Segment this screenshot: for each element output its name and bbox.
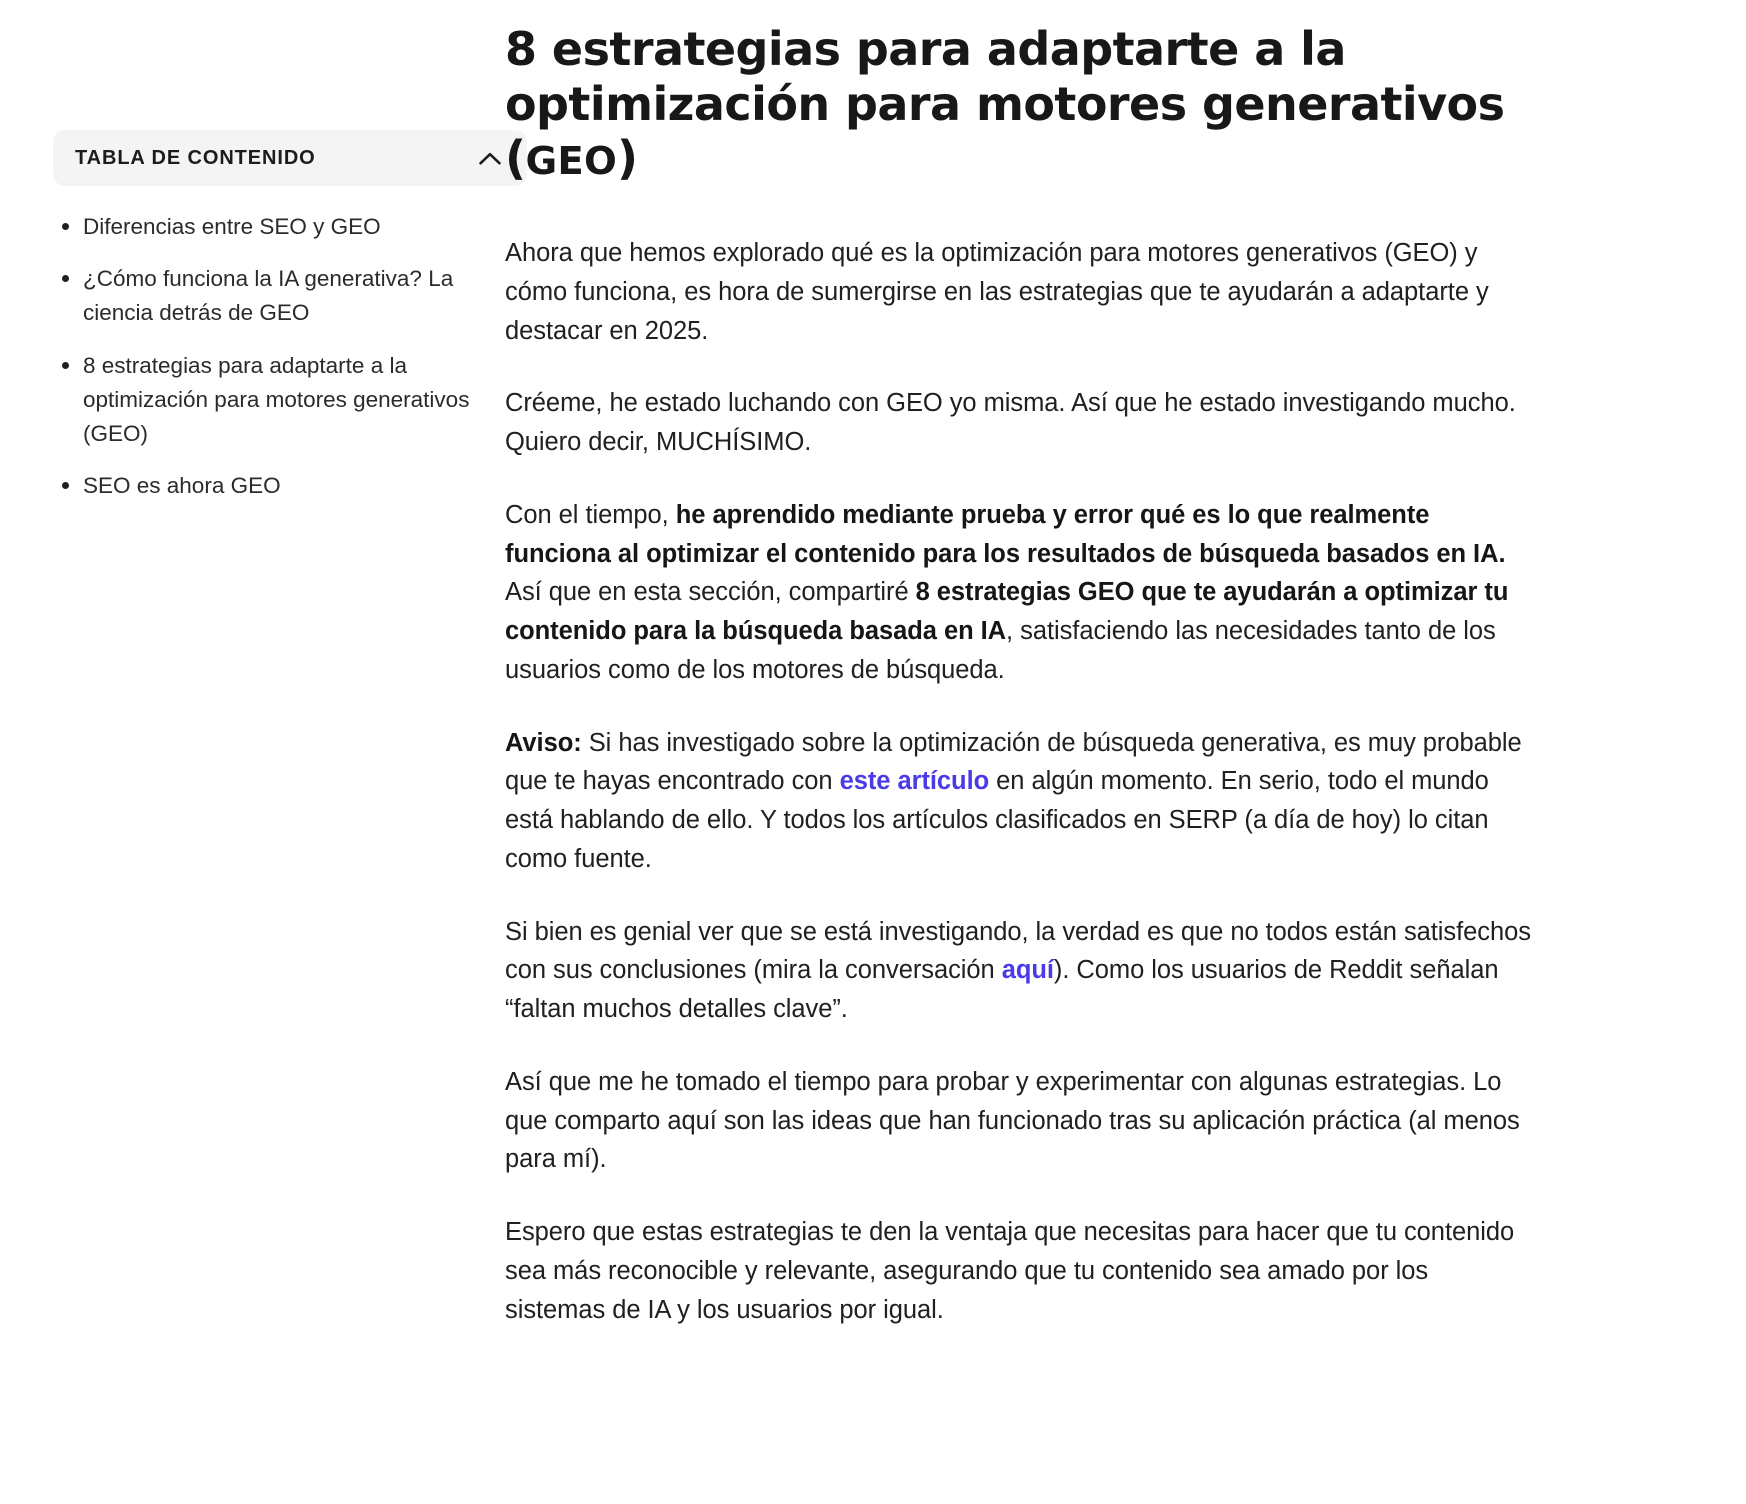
paragraph-bold-segment: 8 estrategias GEO que te ayudarán a optimizar tu contenido para la búsqueda basada en IA bbox=[505, 578, 1509, 646]
aqui-link[interactable]: aquí bbox=[1001, 956, 1054, 985]
paragraph-text: Espero que estas estrategias te den la ventaja que necesitas para hacer que tu contenido sea más reconocible y relevante, asegurando que tu contenido sea amado por los sistemas de IA y los usuarios por igual. bbox=[505, 1218, 1515, 1324]
toc-item-label: SEO es ahora GEO bbox=[83, 473, 281, 499]
article-content bbox=[505, 0, 1746, 1329]
paragraph-text-segment: Si bien es genial ver que se está investigando, la verdad es que no todos están satisfechos con sus conclusiones (mira la conversación bbox=[505, 917, 1531, 985]
paragraph-conversation bbox=[505, 913, 1535, 1029]
paragraph-bold-segment: he aprendido mediante prueba y error qué es lo que realmente funciona al optimizar el contenido para los resultados de búsqueda basados en IA. bbox=[505, 500, 1506, 568]
toc-item-label: ¿Cómo funciona la IA generativa? La ciencia detrás de GEO bbox=[83, 266, 454, 326]
page-title-line-1: 8 estrategias para adaptarte a la optimización bbox=[505, 22, 1346, 131]
paragraph-text-segment: Así que en esta sección, compartiré bbox=[505, 578, 916, 607]
chevron-up-icon[interactable] bbox=[479, 152, 501, 165]
page-title bbox=[505, 22, 1530, 186]
page-title-line-2-prefix: para motores generativos ( bbox=[505, 76, 1505, 186]
toc-item-0[interactable] bbox=[53, 210, 493, 244]
paragraph-notice bbox=[505, 724, 1535, 879]
toc-title: TABLA DE CONTENIDO bbox=[75, 147, 316, 169]
paragraph-text: Ahora que hemos explorado qué es la optimización para motores generativos (GEO) y cómo funciona, es hora de sumergirse en las estrategias que te ayudarán a adaptarte y destacar en 2025. bbox=[505, 239, 1489, 345]
paragraph-text-segment: ). Como los usuarios de Reddit señalan “faltan muchos detalles clave”. bbox=[505, 956, 1499, 1024]
table-of-contents-sidebar bbox=[0, 0, 505, 503]
paragraph-closing bbox=[505, 1213, 1535, 1329]
toc-item-label: Diferencias entre SEO y GEO bbox=[83, 214, 381, 239]
paragraph-text-segment: , satisfaciendo las necesidades tanto de los usuarios como de los motores de búsqueda. bbox=[505, 617, 1496, 684]
page-title-line-2-suffix: ) bbox=[617, 131, 638, 186]
page-title-acronym: GEO bbox=[525, 139, 617, 185]
toc-panel bbox=[53, 130, 527, 503]
toc-list bbox=[53, 186, 527, 503]
paragraph-text-segment: Si has investigado sobre la optimización de búsqueda generativa, es muy probable que te hayas encontrado con bbox=[505, 728, 1522, 796]
paragraph-text-segment: Con el tiempo, bbox=[505, 500, 676, 529]
paragraph-text: Créeme, he estado luchando con GEO yo misma. Así que he estado investigando mucho. Quiero decir, MUCHÍSIMO. bbox=[505, 389, 1516, 457]
article-body bbox=[505, 234, 1566, 1329]
toc-header-toggle[interactable] bbox=[53, 130, 527, 186]
este-articulo-link[interactable]: este artículo bbox=[839, 767, 990, 796]
notice-label: Aviso: bbox=[505, 728, 582, 757]
paragraph-experiments bbox=[505, 1063, 1535, 1179]
paragraph-strategies-lead bbox=[505, 496, 1535, 690]
paragraph-text-segment: en algún momento. En serio, todo el mundo está hablando de ello. Y todos los artículos clasificados en SERP (a día de hoy) lo citan como fuente. bbox=[505, 767, 1489, 873]
paragraph-text: Así que me he tomado el tiempo para probar y experimentar con algunas estrategias. Lo que comparto aquí son las ideas que han funcionado tras su aplicación práctica (al menos para mí). bbox=[505, 1067, 1520, 1174]
paragraph-intro bbox=[505, 234, 1535, 350]
toc-item-3[interactable] bbox=[53, 469, 493, 503]
toc-item-label: 8 estrategias para adaptarte a la optimización para motores generativos (GEO) bbox=[83, 352, 470, 446]
toc-item-1[interactable] bbox=[53, 262, 493, 330]
toc-item-2[interactable] bbox=[53, 349, 493, 452]
paragraph-personal-note bbox=[505, 384, 1535, 462]
